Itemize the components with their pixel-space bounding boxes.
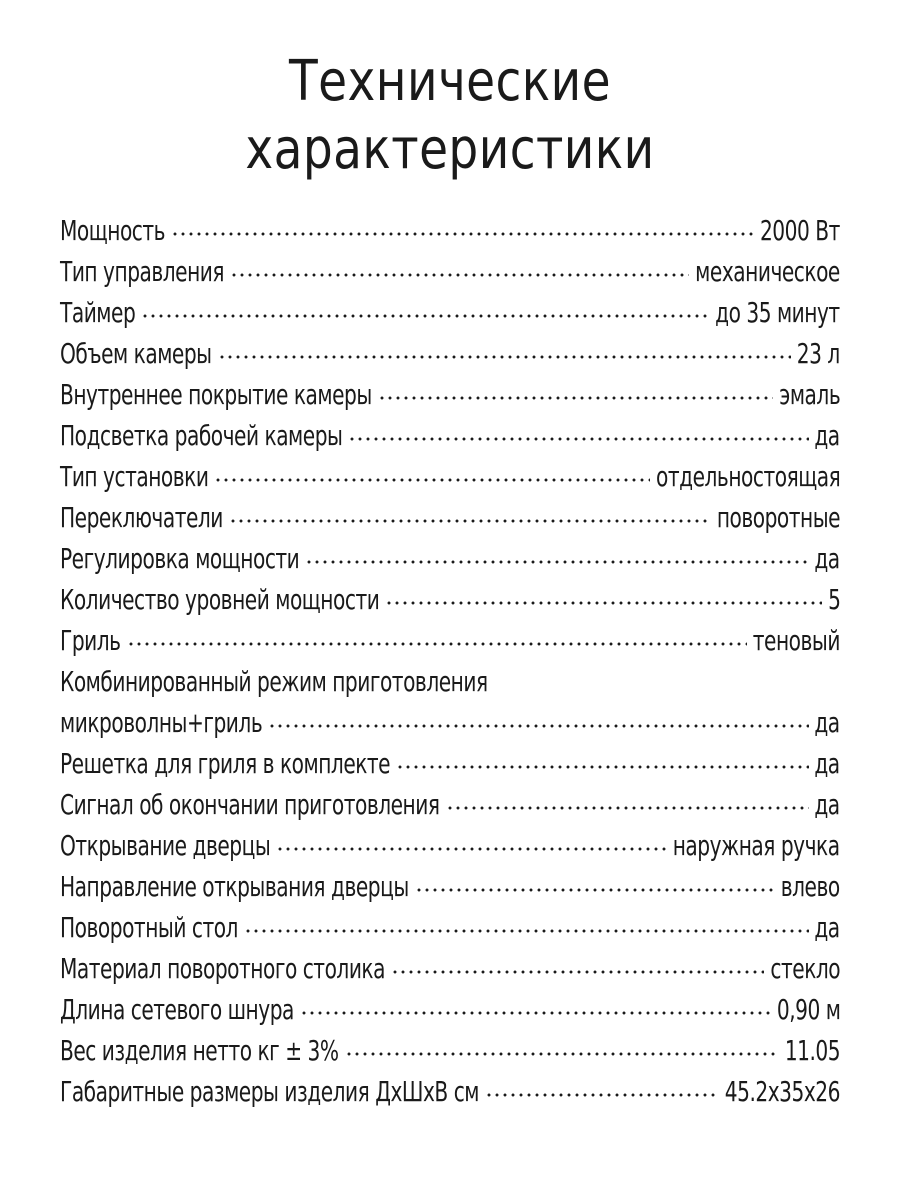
dot-leader <box>276 825 667 855</box>
spec-value: влево <box>781 870 840 903</box>
spec-value: механическое <box>695 255 840 288</box>
spec-value: теновый <box>752 624 840 657</box>
dot-leader <box>218 333 791 363</box>
spec-row <box>60 333 840 374</box>
dot-leader <box>268 702 808 732</box>
dot-leader <box>348 415 808 445</box>
title-line-1: Технические <box>289 49 611 114</box>
spec-label: Объем камеры <box>60 337 212 370</box>
spec-value: да <box>814 419 840 452</box>
spec-value: наружная ручка <box>673 829 840 862</box>
spec-value: да <box>814 747 840 780</box>
spec-row <box>60 292 840 333</box>
spec-label: Решетка для гриля в комплекте <box>60 747 391 780</box>
dot-leader <box>385 579 821 609</box>
spec-value: до 35 минут <box>715 296 840 329</box>
spec-label: Гриль <box>60 624 121 657</box>
page-title <box>0 48 900 184</box>
spec-value: 5 <box>827 583 840 616</box>
spec-row <box>60 251 840 292</box>
spec-value: да <box>814 788 840 821</box>
dot-leader <box>485 1071 719 1101</box>
spec-row <box>60 620 840 661</box>
dot-leader <box>396 743 809 773</box>
spec-row <box>60 702 840 743</box>
dot-leader <box>415 866 775 896</box>
spec-label: Поворотный стол <box>60 911 238 944</box>
spec-row <box>60 1071 840 1112</box>
spec-label: Тип установки <box>60 460 209 493</box>
spec-value: да <box>814 706 840 739</box>
dot-leader <box>244 907 809 937</box>
spec-row <box>60 907 840 948</box>
spec-label: Подсветка рабочей камеры <box>60 419 343 452</box>
spec-label: Количество уровней мощности <box>60 583 380 616</box>
dot-leader <box>391 948 764 978</box>
spec-value: 2000 Вт <box>760 214 840 247</box>
spec-row <box>60 784 840 825</box>
spec-row <box>60 497 840 538</box>
spec-row <box>60 538 840 579</box>
spec-label: Направление открывания дверцы <box>60 870 409 903</box>
spec-value: 45.2x35x26 <box>724 1075 840 1108</box>
spec-row <box>60 415 840 456</box>
spec-value: 11.05 <box>784 1034 840 1067</box>
spec-label: Мощность <box>60 214 166 247</box>
dot-leader <box>141 292 709 322</box>
spec-label: Длина сетевого шнура <box>60 993 294 1026</box>
spec-value: 0,90 м <box>776 993 840 1026</box>
spec-value: да <box>814 911 840 944</box>
spec-row <box>60 866 840 907</box>
spec-value: да <box>814 542 840 575</box>
spec-label: Материал поворотного столика <box>60 952 385 985</box>
spec-row <box>60 989 840 1030</box>
spec-row <box>60 579 840 620</box>
dot-leader <box>127 620 747 650</box>
dot-leader <box>300 989 771 1019</box>
spec-row <box>60 743 840 784</box>
spec-row <box>60 456 840 497</box>
spec-value: эмаль <box>779 378 840 411</box>
spec-label: Открывание дверцы <box>60 829 271 862</box>
spec-value: стекло <box>770 952 840 985</box>
dot-leader <box>446 784 809 814</box>
dot-leader <box>305 538 808 568</box>
spec-label: Таймер <box>60 296 136 329</box>
spec-value: поворотные <box>716 501 840 534</box>
dot-leader <box>229 497 711 527</box>
spec-value: отдельностоящая <box>655 460 840 493</box>
dot-leader <box>171 210 754 240</box>
dot-leader <box>378 374 773 404</box>
spec-label: Внутреннее покрытие камеры <box>60 378 372 411</box>
spec-row <box>60 374 840 415</box>
spec-row <box>60 825 840 866</box>
spec-label: Регулировка мощности <box>60 542 300 575</box>
specifications-list <box>60 210 840 1112</box>
dot-leader <box>214 456 649 486</box>
spec-label: Сигнал об окончании приготовления <box>60 788 440 821</box>
dot-leader <box>230 251 689 281</box>
title-line-2: характеристики <box>245 117 655 182</box>
spec-label: Вес изделия нетто кг ± 3% <box>60 1034 339 1067</box>
spec-label: Тип управления <box>60 255 225 288</box>
spec-label: Габаритные размеры изделия ДхШхВ см <box>60 1075 480 1108</box>
spec-row <box>60 948 840 989</box>
dot-leader <box>345 1030 779 1060</box>
spec-row <box>60 210 840 251</box>
spec-value: 23 л <box>796 337 840 370</box>
spec-label: Переключатели <box>60 501 223 534</box>
spec-row <box>60 1030 840 1071</box>
spec-heading-text: Комбинированный режим приготовления <box>60 665 488 698</box>
spec-label: микроволны+гриль <box>60 706 263 739</box>
spec-section-heading <box>60 661 840 702</box>
